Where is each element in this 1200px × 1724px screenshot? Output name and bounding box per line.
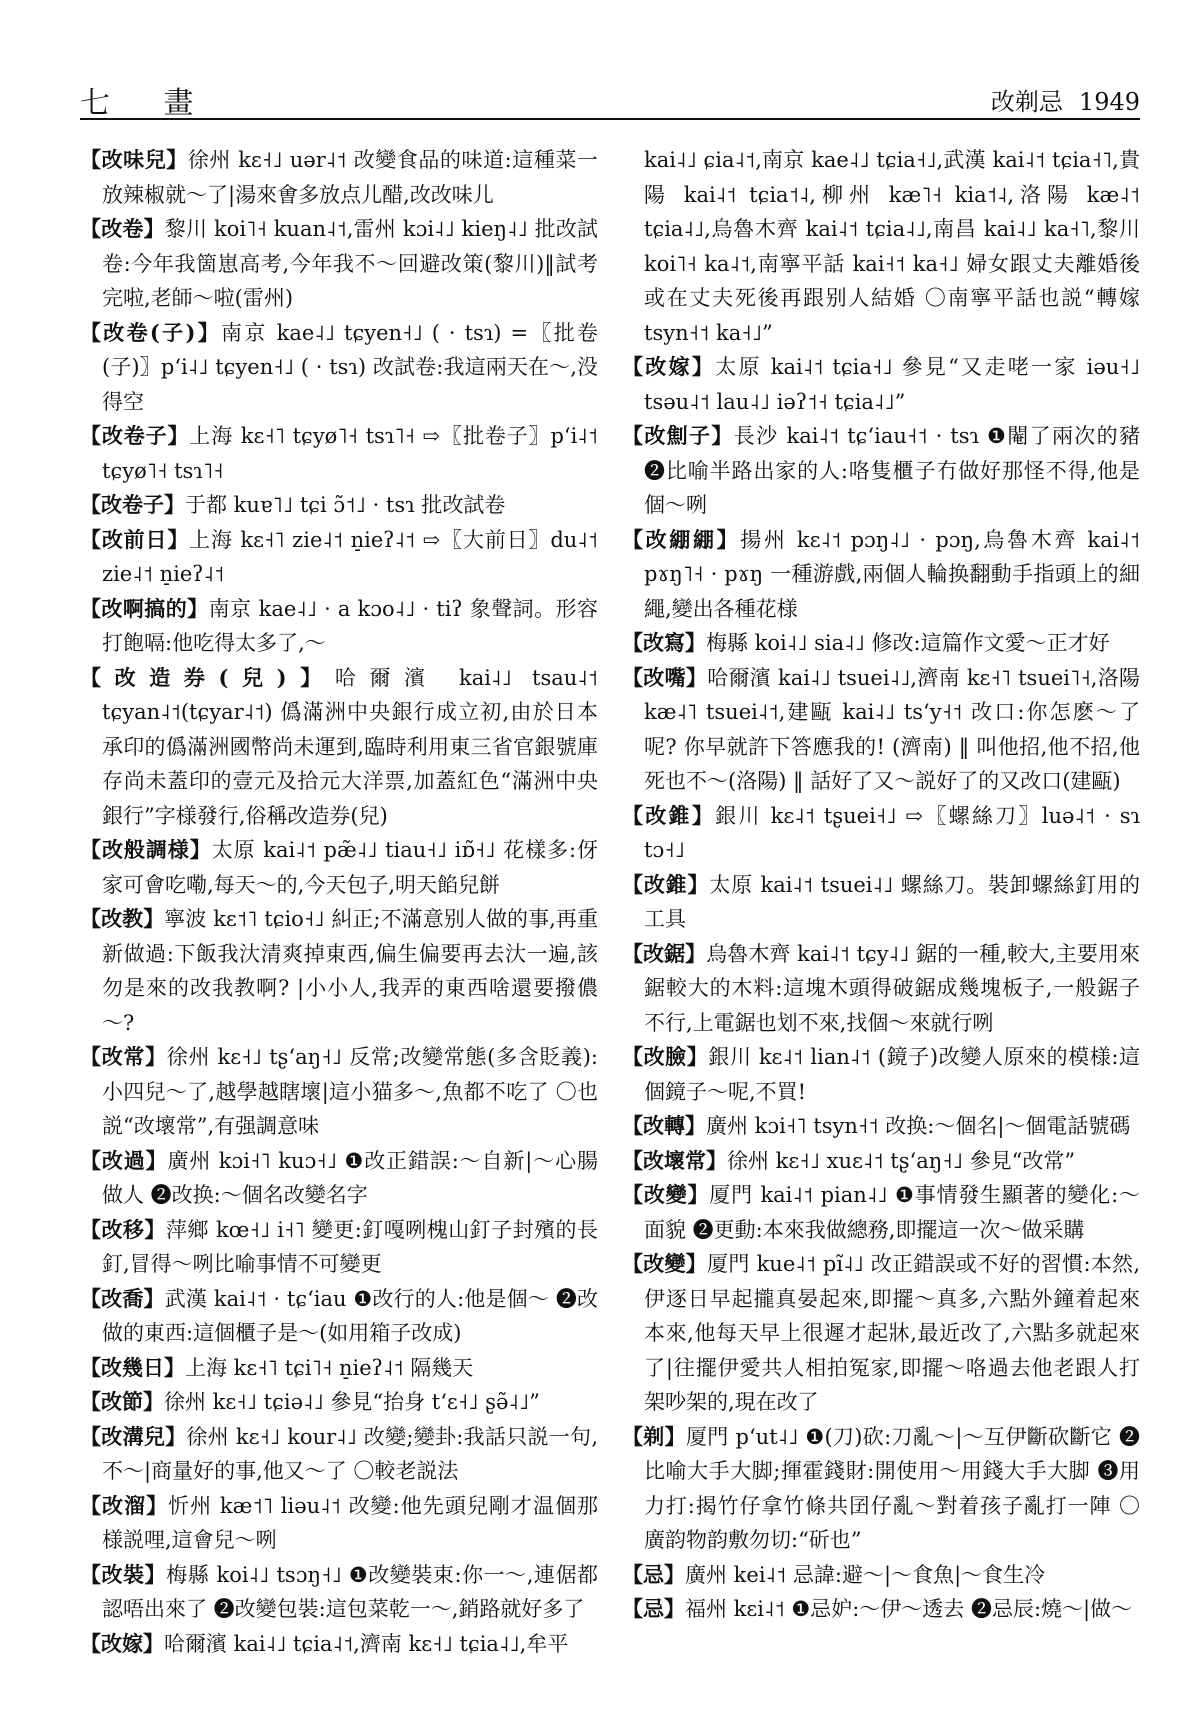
entry-headword: 【改劁子】	[622, 423, 734, 448]
entry-headword: 【改溜】	[80, 1492, 169, 1518]
dictionary-entry	[80, 592, 598, 661]
entry-headword: 【改味兒】	[80, 147, 188, 172]
dictionary-entry	[80, 143, 598, 212]
entry-definition: 徐州 kɛ˧˩ tʂʻaŋ˧˩ 反常;改變常態(多含貶義):小四兒～了,越學越瞎壞|這小猫多～,魚都不吃了 〇也説“改壞常”,有强調意味	[102, 1045, 599, 1138]
entry-headword: 【改卷(子)】	[80, 319, 222, 345]
page-number: 1949	[1078, 88, 1140, 116]
dictionary-entry	[80, 488, 598, 523]
dictionary-entry	[80, 1040, 598, 1144]
dictionary-entry	[80, 1385, 598, 1420]
entry-definition: 梅縣 koi˨˩ tsɔŋ˧˩ ❶改變裝束:你一～,連倨都認唔出來了 ❷改變包裝:這包菜乾一～,銷路就好多了	[102, 1562, 598, 1621]
entry-headword: 【改節】	[80, 1389, 164, 1414]
entry-headword: 【改移】	[80, 1216, 166, 1242]
entry-headword: 【改教】	[80, 906, 165, 931]
entry-headword: 【改錐】	[622, 802, 716, 828]
entry-headword: 【改卷】	[80, 216, 165, 241]
entry-definition: 武漢 kai˨˦ · tɕʻiau ❶改行的人:他是個～ ❷改做的東西:這個櫃子是～(如用箱子改成)	[102, 1286, 599, 1345]
entry-definition: 福州 kɛi˨˦ ❶忌妒:～伊～透去 ❷忌辰:燒～|做～	[685, 1597, 1133, 1621]
entry-headword: 【改嫁】	[622, 354, 716, 379]
dictionary-entry	[622, 350, 1140, 419]
entry-headword: 【改喬】	[80, 1285, 165, 1311]
dictionary-entry	[622, 143, 1140, 350]
entry-headword: 【改溝兒】	[80, 1423, 187, 1449]
dictionary-entry	[80, 523, 598, 592]
entry-definition: 烏魯木齊 kai˨˦ tɕy˨˩ 鋸的一種,較大,主要用來鋸較大的木料:這塊木頭得破鋸成幾塊板子,一般鋸子不行,上電鋸也划不來,找個～來就行咧	[644, 941, 1141, 1035]
dictionary-entry	[622, 661, 1140, 799]
entry-headword: 【改常】	[80, 1044, 167, 1069]
entry-headword: 【改過】	[80, 1147, 168, 1173]
dictionary-entry	[622, 1247, 1140, 1420]
dictionary-entry	[80, 1213, 598, 1282]
dictionary-entry	[622, 626, 1140, 661]
dictionary-entry	[80, 1420, 598, 1489]
header-right	[991, 82, 1140, 117]
entry-definition: 銀川 kɛ˨˦ tʂuei˧˩ ⇨〖螺絲刀〗luə˨˦ · sɿ tɔ˧˩	[644, 803, 1140, 862]
dictionary-entry	[622, 1592, 1140, 1627]
dictionary-entry	[80, 1627, 598, 1662]
entry-definition: 銀川 kɛ˨˦ lian˨˦ (鏡子)改變人原來的模様:這個鏡子～呢,不買!	[644, 1045, 1141, 1104]
dictionary-entry	[80, 419, 598, 488]
dictionary-entry	[80, 1558, 598, 1627]
left-column	[80, 143, 598, 1661]
chapter-title: 七 畫	[80, 86, 216, 121]
dictionary-entry	[622, 419, 1140, 523]
entry-definition: 寧波 kɛ˦˥ tɕio˧˩ 糾正;不滿意别人做的事,再重新做過:下飯我汏清爽掉東西,偏生偏要再去汏一遍,該勿是來的改我教啊? |小小人,我弄的東西啥還要撥儂～?	[102, 907, 598, 1035]
entry-definition: 厦門 pʻut˨˩ ❶(刀)砍:刀亂～|～互伊斷砍斷它 ❷比喻大手大脚;揮霍錢財:開使用～用錢大手大脚 ❸用力打:揭竹仔拿竹條共囝仔亂～對着孩子亂打一陣 〇廣韵物韵敷勿切:“斫也”	[644, 1424, 1140, 1552]
entry-headword: 【忌】	[622, 1596, 685, 1621]
entry-headword: 【改裝】	[80, 1561, 167, 1587]
entry-headword: 【改壞常】	[622, 1147, 727, 1173]
entry-headword: 【改錐】	[622, 871, 710, 897]
dictionary-entry	[622, 937, 1140, 1041]
entry-definition: 太原 kai˨˦ tɕia˧˩ 參見“又走咾一家 iəu˧˩ tsəu˨˦ lau˨˩ iəʔ˦˧ tɕia˨˩”	[644, 355, 1140, 414]
entry-definition: 揚州 kɛ˨˦ pɔŋ˨˩ · pɔŋ,烏魯木齊 kai˨˦ pɤŋ˥˧ · pɤŋ 一種游戲,兩個人輪换翻動手指頭上的細繩,變出各種花様	[644, 527, 1141, 621]
dictionary-entry	[622, 1040, 1140, 1109]
right-column	[622, 143, 1140, 1627]
entry-headword: 【改啊搞的】	[80, 595, 209, 621]
entry-definition: 哈爾濱 kai˨˩ tɕia˨˦,濟南 kɛ˧˩ tɕia˨˩,牟平	[164, 1631, 569, 1656]
entry-definition: 上海 kɛ˧˥ tɕi˥˧ n̠ieʔ˨˦ 隔幾天	[185, 1355, 474, 1380]
dictionary-entry	[622, 1144, 1140, 1179]
entry-definition: 廣州 kɔi˧˥ kuɔ˧˩ ❶改正錯誤:～自新|～心腸做人 ❷改换:～個名改變名字	[102, 1148, 598, 1207]
entry-definition: 梅縣 koi˨˩ sia˨˩ 修改:這篇作文愛～正才好	[706, 631, 1110, 655]
entry-definition: 哈爾濱 kai˨˩ tsuei˨˩,濟南 kɛ˧˥ tsuei˥˧,洛陽 kæ˨˥ tsuei˨˦,建甌 kai˨˩ tsʻy˧˦ 改口:你怎麽～了呢? 你早就許下答應我的! (濟南) ‖ 叫他招,他不招,他死也不～(洛陽) ‖ 話好了又～説好了的又改口(建甌)	[644, 665, 1140, 793]
entry-headword: 【改造券(兒)】	[80, 664, 335, 690]
entry-definition: kai˨˩ ɕia˨˦,南京 kae˨˩ tɕia˧˩,武漢 kai˨˦ tɕia˧˥,貴陽 kai˨˦ tɕia˦˨,柳州 kæ˥˧ kia˦˨,洛陽 kæ˨˦ tɕia˨˩,烏魯木齊 kai˨˦ tɕia˨˩,南昌 kai˨˩ ka˧˥,黎川 koi˥˧ ka˨˦,南寧平話 kai˧˦ ka˧˩ 婦女跟丈夫離婚後或在丈夫死後再跟别人結婚 〇南寧平話也説“轉嫁 tsyn˧˦ ka˧˩”	[644, 148, 1140, 345]
dictionary-entry	[80, 212, 598, 316]
entry-definition: 南京 kae˨˩ tɕyen˧˩ ( · tsɿ) =〖批卷(子)〗pʻi˨˩ tɕyen˧˩ ( · tsɿ) 改試卷:我這兩天在～,没得空	[102, 320, 599, 414]
dictionary-entry	[622, 1109, 1140, 1144]
dictionary-entry	[622, 1420, 1140, 1558]
entry-definition: 上海 kɛ˧˥ tɕyø˥˧ tsɿ˥˧ ⇨〖批卷子〗pʻi˨˦ tɕyø˥˧ tsɿ˥˧	[102, 424, 599, 483]
entry-range: 改剃忌	[990, 88, 1063, 116]
dictionary-entry	[80, 1351, 598, 1386]
dictionary-entry	[622, 868, 1140, 937]
entry-headword: 【剃】	[622, 1423, 686, 1449]
entry-definition: 廣州 kei˨˦ 忌諱:避～|～食魚|～食生冷	[685, 1562, 1046, 1587]
entry-definition: 徐州 kɛ˧˩ tɕiə˨˩ 參見“抬身 tʻɛ˧˩ ʂə̃˨˩”	[164, 1390, 540, 1414]
entry-definition: 哈爾濱 kai˨˩ tsau˨˦ tɕyan˨˦(tɕyar˨˦) 僞滿洲中央銀行成立初,由於日本承印的僞滿洲國幣尚未運到,臨時利用東三省官銀號庫存尚未蓋印的壹元及拾元大洋票,加蓋紅色“滿洲中央銀行”字様發行,俗稱改造券(兒)	[102, 665, 598, 828]
entry-definition: 黎川 koi˥˧ kuan˨˦,雷州 kɔi˨˩ kieŋ˨˩ 批改試卷:今年我箇崽高考,今年我不～回避改策(黎川)‖試考完啦,老師～啦(雷州)	[102, 217, 598, 310]
dictionary-entry	[80, 1282, 598, 1351]
entry-headword: 【改嫁】	[80, 1630, 164, 1656]
dictionary-entry	[80, 902, 598, 1040]
dictionary-entry	[80, 661, 598, 834]
entry-definition: 長沙 kai˨˦ tɕʻiau˧˦ · tsɿ ❶閹了兩次的豬 ❷比喻半路出家的人:咯隻櫃子冇做好那怪不得,他是個～咧	[644, 424, 1141, 517]
entry-headword: 【改鋸】	[622, 940, 707, 966]
entry-headword: 【改幾日】	[80, 1354, 185, 1380]
entry-headword: 【改卷子】	[80, 423, 190, 448]
entry-headword: 【改前日】	[80, 526, 190, 552]
entry-definition: 南京 kae˨˩ · a kɔo˨˩ · tiʔ 象聲詞。形容打飽嗝:他吃得太多了,～	[102, 596, 598, 655]
entry-headword: 【改臉】	[622, 1044, 709, 1069]
entry-definition: 萍鄉 kœ˧˩ i˧˥ 變更:釘嘎咧槐山釘子封殯的長釘,冒得～咧比喻事情不可變更	[102, 1217, 599, 1276]
entry-definition: 厦門 kai˨˦ pian˨˩ ❶事情發生顯著的變化:～面貌 ❷更動:本來我做總務,即擺這一次～做采購	[644, 1183, 1140, 1242]
entry-headword: 【改嘴】	[622, 664, 708, 690]
entry-definition: 徐州 kɛ˧˩ xuɛ˨˦ tʂʻaŋ˧˩ 參見“改常”	[727, 1148, 1076, 1173]
entry-headword: 【改變】	[622, 1182, 710, 1207]
entry-definition: 廣州 kɔi˧˥ tsyn˧˦ 改换:～個名|～個電話號碼	[706, 1114, 1131, 1138]
entry-definition: 忻州 kæ˦˥ liəu˨˦ 改變:他先頭兒剛才温個那様説哩,這會兒～咧	[102, 1493, 598, 1552]
entry-headword: 【改卷子】	[80, 492, 185, 517]
entry-headword: 【忌】	[622, 1561, 685, 1587]
dictionary-entry	[622, 1558, 1140, 1593]
dictionary-entry	[80, 316, 598, 420]
dictionary-entry	[622, 523, 1140, 627]
entry-definition: 厦門 kue˨˦ pĩ˨˩ 改正錯誤或不好的習慣:本然,伊逐日早起攏真晏起來,即擺～真多,六點外鐘着起來本來,他每天早上很遲才起牀,最近改了,六點多就起來了|往擺伊愛共人相拍冤家,即擺～咯過去他老跟人打架吵架的,現在改了	[644, 1252, 1141, 1414]
dictionary-entry	[80, 833, 598, 902]
entry-definition: 徐州 kɛ˧˩ uər˨˦ 改變食品的味道:這種菜一放辣椒就～了|湯來㑹多放点儿醋,改改味儿	[102, 148, 598, 207]
entry-definition: 上海 kɛ˧˥ zie˨˦ n̠ieʔ˨˦ ⇨〖大前日〗du˨˦ zie˨˦ n̠ieʔ˨˦	[102, 527, 599, 586]
entry-headword: 【改綳綳】	[622, 526, 741, 552]
header-rule	[80, 118, 1140, 120]
dictionary-entry	[80, 1144, 598, 1213]
dictionary-entry	[622, 799, 1140, 868]
entry-headword: 【改寫】	[622, 630, 706, 655]
dictionary-entry	[80, 1489, 598, 1558]
entry-definition: 徐州 kɛ˧˩ kour˨˩ 改變;變卦:我話只説一句,不～|商量好的事,他又～了 〇較老説法	[102, 1424, 598, 1483]
entry-headword: 【改變】	[622, 1251, 708, 1276]
dictionary-entry	[622, 1178, 1140, 1247]
entry-headword: 【改轉】	[622, 1113, 706, 1138]
page-header	[80, 78, 1140, 121]
entry-headword: 【改般調様】	[80, 837, 212, 862]
entry-definition: 于都 kuɐ˥˩ tɕi ɔ̃˦˩ · tsɿ 批改試卷	[185, 493, 506, 517]
entry-definition: 太原 kai˨˦ pæ̃˨˩ tiau˧˩ iɒ̃˧˩ 花樣多:伢家可會吃嘞,每天～的,今天包子,明天餡兒餅	[102, 838, 598, 897]
entry-definition: 太原 kai˨˦ tsuei˨˩ 螺絲刀。裝卸螺絲釘用的工具	[644, 872, 1141, 931]
